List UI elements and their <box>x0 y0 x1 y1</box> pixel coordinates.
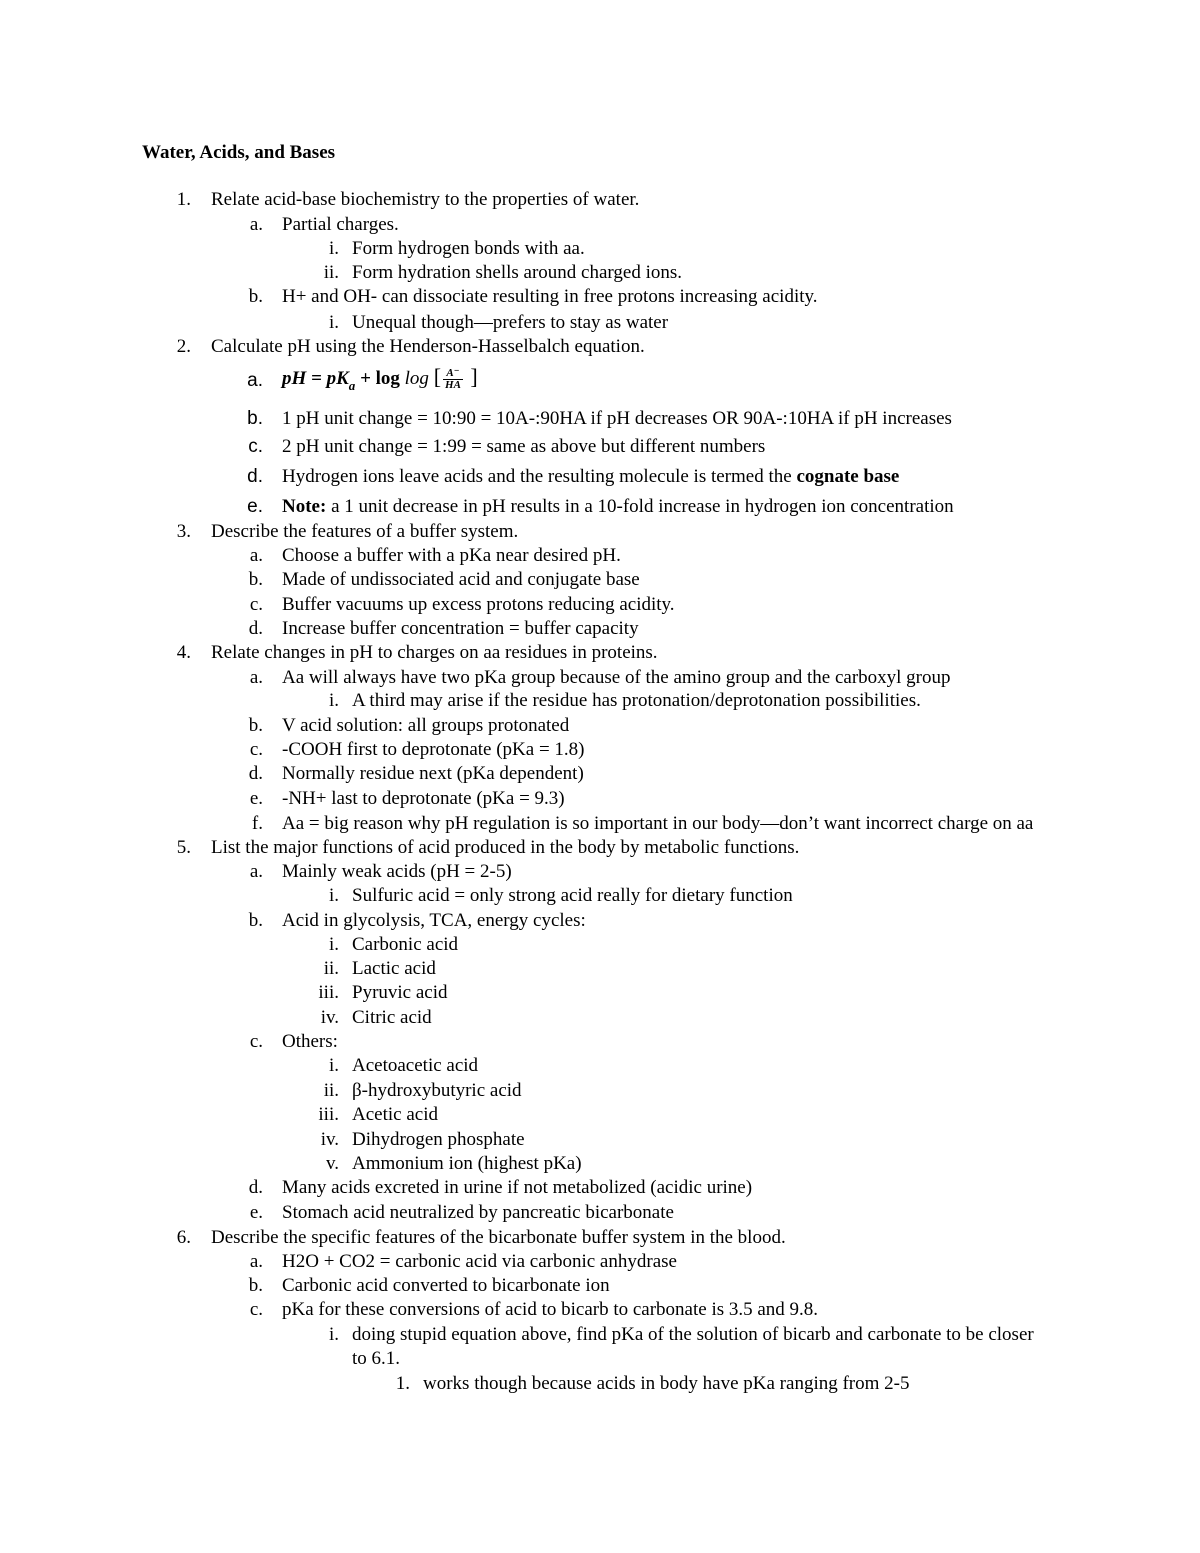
list-item-text: H+ and OH- can dissociate resulting in free protons increasing acidity. <box>282 286 818 307</box>
list-item-text: Carbonic acid <box>352 934 459 955</box>
list-marker: a. <box>249 214 263 235</box>
list-item-text: Increase buffer concentration = buffer capacity <box>282 618 639 639</box>
list-item-text: Hydrogen ions leave acids and the resulting molecule is termed the <box>282 466 797 487</box>
list-marker: c. <box>249 594 263 615</box>
list-marker: i. <box>328 690 339 711</box>
list-marker: c. <box>249 1299 263 1320</box>
list-item-text: Aa will always have two pKa group because of the amino group and the carboxyl group <box>282 667 951 688</box>
list-marker: a. <box>247 370 263 391</box>
list-item-text: works though because acids in body have pKa ranging from 2-5 <box>423 1373 910 1394</box>
list-item-text: Acetic acid <box>352 1104 438 1125</box>
list-item-text: Acetoacetic acid <box>352 1055 479 1076</box>
list-marker: b. <box>248 286 263 307</box>
list-item-text: Many acids excreted in urine if not metabolized (acidic urine) <box>282 1177 753 1198</box>
fraction-denominator: HA <box>445 379 461 392</box>
note-label: Note: <box>282 496 327 517</box>
list-item-text: Acid in glycolysis, TCA, energy cycles: <box>282 910 586 931</box>
list-marker: e. <box>247 496 263 517</box>
list-item-text: Stomach acid neutralized by pancreatic bicarbonate <box>282 1202 674 1223</box>
list-marker: i. <box>328 885 339 906</box>
list-item-text: Ammonium ion (highest pKa) <box>352 1153 582 1174</box>
formula-subscript: a <box>348 378 356 393</box>
list-marker: 5. <box>176 837 191 858</box>
formula-part: pK <box>326 368 349 389</box>
list-item-text: Carbonic acid converted to bicarbonate ion <box>282 1275 610 1296</box>
list-item-text: Relate acid-base biochemistry to the properties of water. <box>211 189 640 210</box>
list-item-text: Relate changes in pH to charges on aa residues in proteins. <box>211 642 658 663</box>
list-item-text: -COOH first to deprotonate (pKa = 1.8) <box>282 739 585 760</box>
list-marker: iii. <box>318 982 339 1003</box>
formula-fraction <box>443 368 463 391</box>
list-item-text <box>282 495 954 519</box>
list-item-text: Pyruvic acid <box>352 982 448 1003</box>
list-item-text: -NH+ last to deprotonate (pKa = 9.3) <box>282 788 565 809</box>
list-marker: 4. <box>176 642 191 663</box>
list-marker: b. <box>247 408 263 429</box>
list-item-text: to 6.1. <box>352 1348 401 1369</box>
formula-part: = <box>311 368 327 389</box>
list-marker: f. <box>251 813 263 834</box>
list-item-text: List the major functions of acid produced in the body by metabolic functions. <box>211 837 800 858</box>
list-item-text: Buffer vacuums up excess protons reducing acidity. <box>282 594 675 615</box>
formula-open-bracket: [ <box>433 364 442 389</box>
formula-plus: + <box>355 368 376 389</box>
list-item-text: Describe the specific features of the bicarbonate buffer system in the blood. <box>211 1227 786 1248</box>
list-marker: 6. <box>176 1227 191 1248</box>
list-item-text: Choose a buffer with a pKa near desired pH. <box>282 545 621 566</box>
list-item-text: Describe the features of a buffer system. <box>211 521 519 542</box>
list-marker: 1. <box>395 1373 410 1394</box>
list-item-text: Citric acid <box>352 1007 432 1028</box>
list-item-text: 1 pH unit change = 10:90 = 10A-:90HA if pH decreases OR 90A-:10HA if pH increases <box>282 408 952 429</box>
list-marker: d. <box>248 763 263 784</box>
list-item-text: A third may arise if the residue has protonation/deprotonation possibilities. <box>352 690 921 711</box>
list-item-text: β-hydroxybutyric acid <box>352 1080 522 1101</box>
list-item-text: a 1 unit decrease in pH results in a 10-fold increase in hydrogen ion concentration <box>326 496 954 517</box>
list-marker: 2. <box>176 336 191 357</box>
list-item-text: Partial charges. <box>282 214 399 235</box>
list-marker: c. <box>248 436 263 457</box>
list-item-text: Unequal though—prefers to stay as water <box>352 312 669 333</box>
list-item-text: Made of undissociated acid and conjugate base <box>282 569 640 590</box>
list-item-text: Form hydrogen bonds with aa. <box>352 238 585 259</box>
formula-log-italic: log <box>399 368 434 389</box>
list-item-text <box>282 465 899 489</box>
list-item-text: V acid solution: all groups protonated <box>282 715 570 736</box>
list-marker: e. <box>249 1202 263 1223</box>
list-marker: iv. <box>320 1129 339 1150</box>
list-item-text: Sulfuric acid = only strong acid really for dietary function <box>352 885 793 906</box>
list-marker: d. <box>247 466 263 487</box>
list-marker: ii. <box>323 1080 339 1101</box>
list-marker: b. <box>248 569 263 590</box>
list-item-text: Lactic acid <box>352 958 436 979</box>
list-marker: 1. <box>176 189 191 210</box>
fraction-numerator: A⁻ <box>443 368 463 380</box>
list-marker: a. <box>249 667 263 688</box>
list-marker: i. <box>328 238 339 259</box>
list-marker: b. <box>248 715 263 736</box>
list-marker: a. <box>249 861 263 882</box>
formula-part: pH <box>282 368 312 389</box>
list-marker: a. <box>249 545 263 566</box>
list-marker: i. <box>328 312 339 333</box>
page-title: Water, Acids, and Bases <box>142 142 336 163</box>
list-marker: 3. <box>176 521 191 542</box>
list-marker: ii. <box>323 262 339 283</box>
list-item-text: Aa = big reason why pH regulation is so important in our body—don’t want incorrect charge on aa <box>282 813 1034 834</box>
list-item-text: H2O + CO2 = carbonic acid via carbonic anhydrase <box>282 1251 677 1272</box>
list-marker: i. <box>328 934 339 955</box>
list-marker: iii. <box>318 1104 339 1125</box>
list-item-text: 2 pH unit change = 1:99 = same as above but different numbers <box>282 436 766 457</box>
list-marker: b. <box>248 1275 263 1296</box>
list-item-text: pKa for these conversions of acid to bicarb to carbonate is 3.5 and 9.8. <box>282 1299 819 1320</box>
list-marker: c. <box>249 739 263 760</box>
henderson-hasselbalch-formula <box>282 365 478 392</box>
list-marker: e. <box>249 788 263 809</box>
list-marker: v. <box>325 1153 339 1174</box>
list-item-text: doing stupid equation above, find pKa of the solution of bicarb and carbonate to be closer <box>352 1324 1034 1345</box>
list-item-text: Calculate pH using the Henderson-Hasselbalch equation. <box>211 336 645 357</box>
list-marker: iv. <box>320 1007 339 1028</box>
formula-close-bracket: ] <box>464 364 478 389</box>
list-marker: b. <box>248 910 263 931</box>
list-item-text: Form hydration shells around charged ions. <box>352 262 682 283</box>
list-marker: i. <box>328 1324 339 1345</box>
list-item-text: Mainly weak acids (pH = 2-5) <box>282 861 512 882</box>
list-marker: a. <box>249 1251 263 1272</box>
list-item-text: Normally residue next (pKa dependent) <box>282 763 584 784</box>
list-item-text: Dihydrogen phosphate <box>352 1129 525 1150</box>
list-marker: i. <box>328 1055 339 1076</box>
list-marker: d. <box>248 618 263 639</box>
list-marker: d. <box>248 1177 263 1198</box>
list-item-text: Others: <box>282 1031 338 1052</box>
formula-log: log <box>375 368 400 389</box>
bold-term: cognate base <box>796 466 900 487</box>
list-marker: c. <box>249 1031 263 1052</box>
list-marker: ii. <box>323 958 339 979</box>
